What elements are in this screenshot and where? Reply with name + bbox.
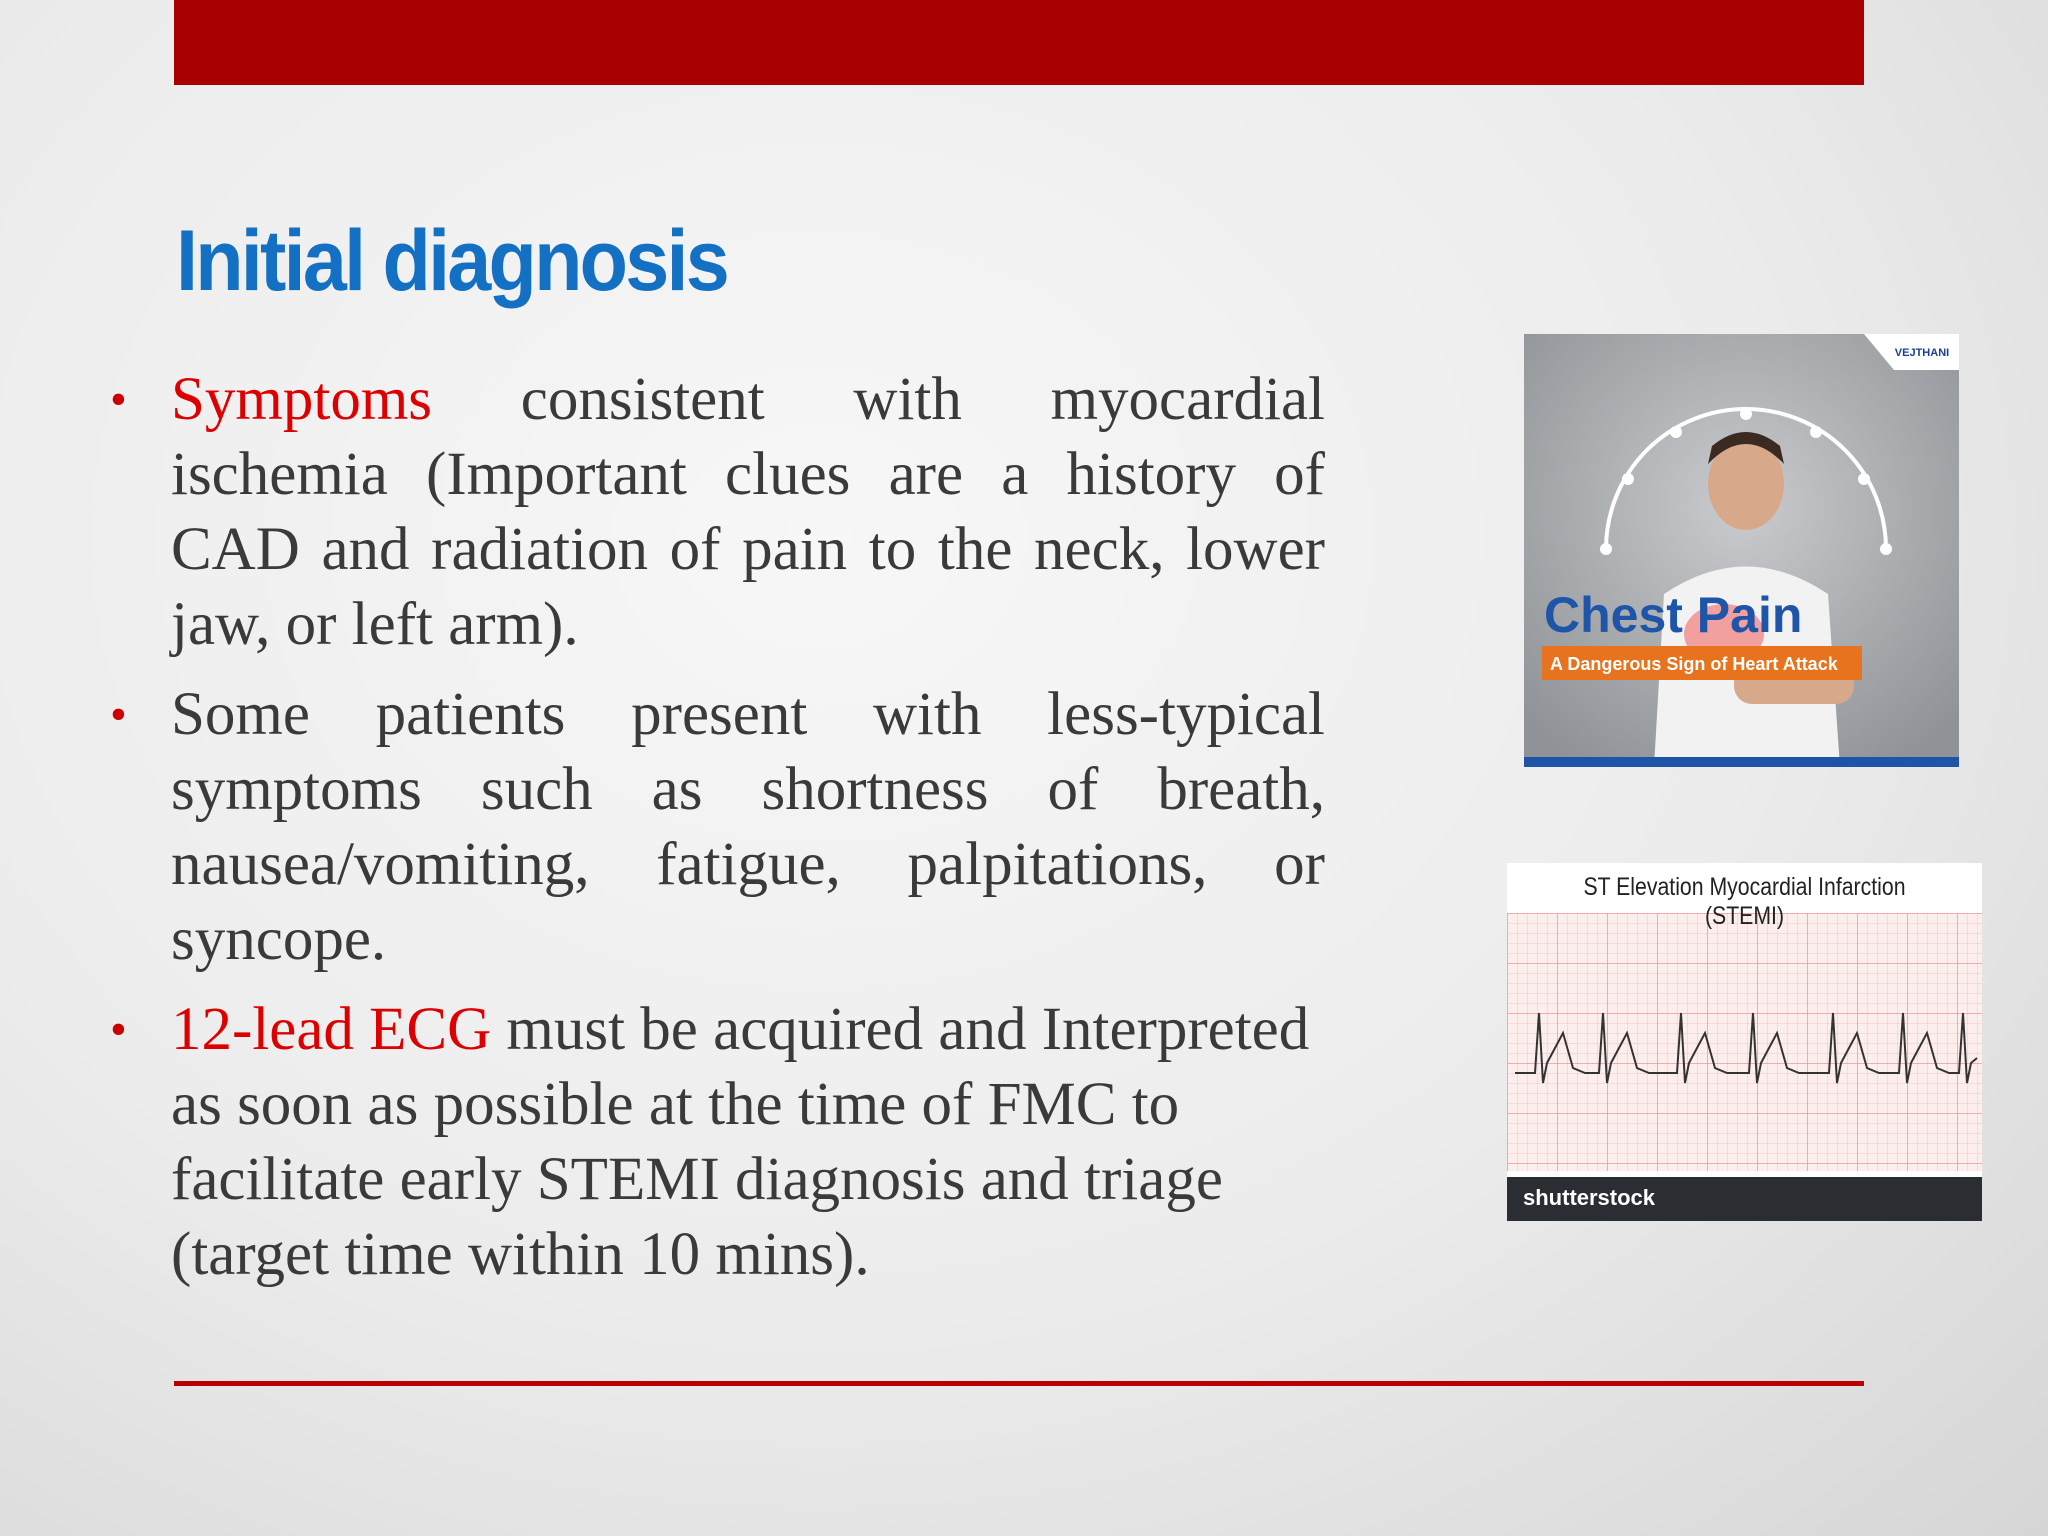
chest-pain-heading: Chest Pain	[1544, 587, 1803, 643]
ecg-title: ST Elevation Myocardial Infarction (STEMI)	[1583, 873, 1906, 930]
bottom-band	[1524, 757, 1959, 767]
bullet-dot-icon: •	[110, 1003, 127, 1056]
bullet-symptoms	[110, 362, 1325, 662]
logo-text: VEJTHANI	[1894, 347, 1950, 359]
bullet-text: consistent with myocardial ischemia (Important clues are a history of CAD and radiation of pain to the neck, lower jaw, or left arm).	[171, 366, 1325, 658]
top-accent-bar	[174, 0, 1864, 85]
bullet-dot-icon: •	[110, 688, 127, 741]
chest-pain-image	[1524, 334, 1959, 767]
bullet-atypical-symptoms	[110, 677, 1325, 977]
bottom-divider	[174, 1381, 1864, 1386]
watermark-label: shutterstock	[1523, 1185, 1656, 1210]
ecg-grid	[1507, 913, 1982, 1171]
ecg-image	[1507, 863, 1982, 1221]
bullet-highlight: 12-lead ECG	[171, 996, 492, 1063]
bullet-text: Some patients present with less-typical symptoms such as shortness of breath, nausea/vomiting, fatigue, palpitations, or syncope.	[171, 681, 1325, 973]
bullet-ecg	[110, 992, 1325, 1292]
bullet-text: must be acquired and Interpreted as soon as possible at the time of FMC to facilitate early STEMI diagnosis and triage (target time within 10 mins).	[171, 996, 1310, 1288]
bullet-highlight: Symptoms	[171, 366, 433, 433]
bullet-dot-icon: •	[110, 373, 127, 426]
bullet-list	[110, 362, 1325, 1307]
chest-pain-subheading: A Dangerous Sign of Heart Attack	[1550, 654, 1838, 674]
slide-title: Initial diagnosis	[176, 213, 727, 309]
